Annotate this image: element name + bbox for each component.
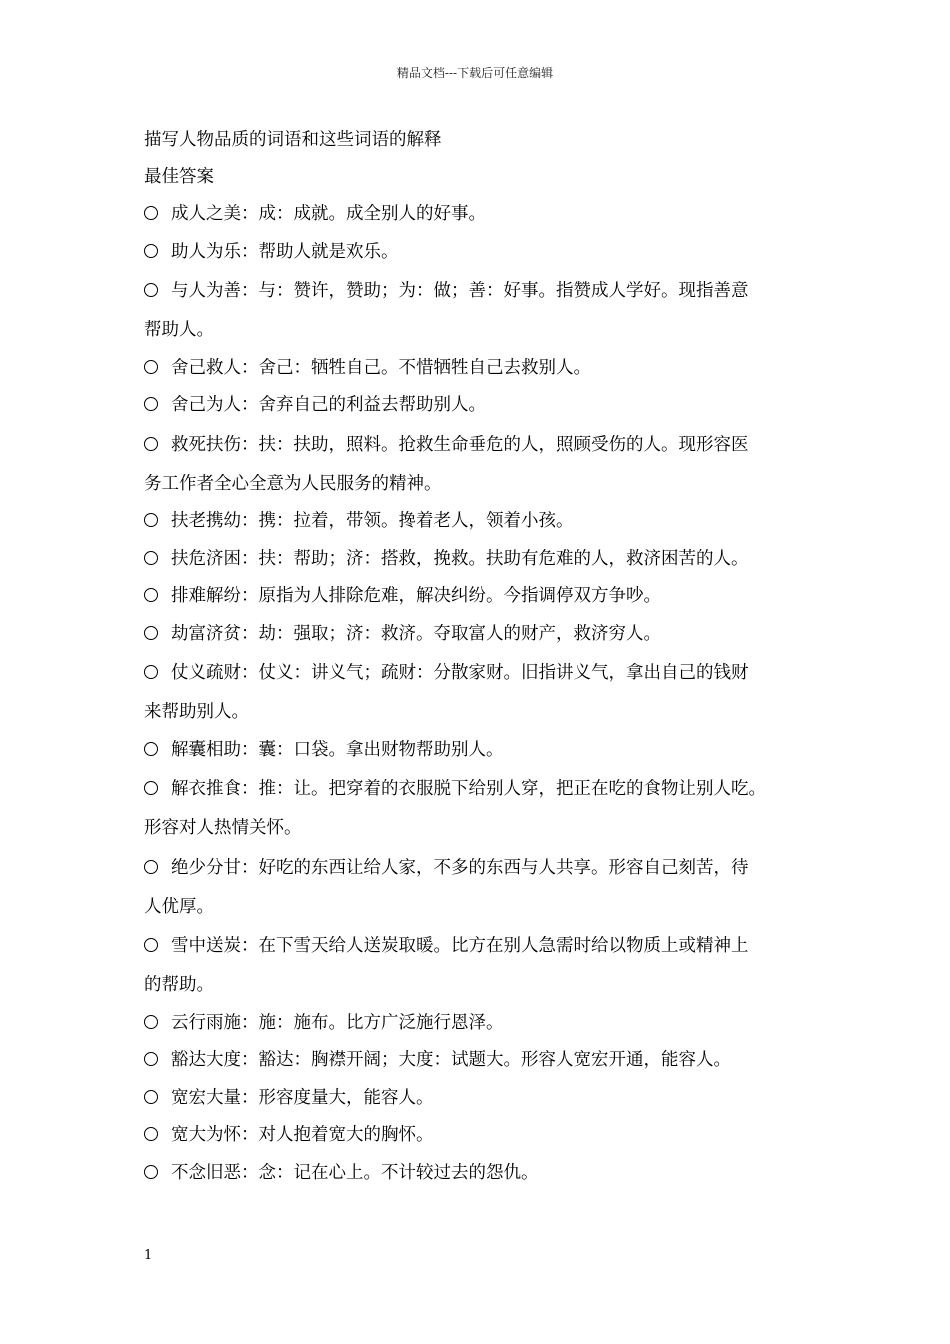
entry-text: 舍己救人：舍己：牺牲自己。不惜牺牲自己去救别人。 <box>171 357 591 378</box>
circle-bullet-icon <box>144 938 158 952</box>
list-item <box>144 271 834 350</box>
circle-bullet-icon <box>144 1127 158 1141</box>
entry-continuation <box>144 466 834 504</box>
list-item <box>144 926 834 1005</box>
entry-continuation <box>144 889 834 927</box>
entry-line <box>144 503 834 541</box>
circle-bullet-icon <box>144 1090 158 1104</box>
entry-line <box>144 350 834 388</box>
list-item <box>144 1080 834 1118</box>
entry-continuation <box>144 694 834 732</box>
circle-bullet-icon <box>144 437 158 451</box>
entry-text: 宽大为怀：对人抱着宽大的胸怀。 <box>171 1125 434 1145</box>
entry-line <box>144 1117 834 1155</box>
entry-line <box>144 578 834 616</box>
list-item <box>144 1117 834 1155</box>
entry-line <box>144 196 834 234</box>
entry-text: 解囊相助：囊：口袋。拿出财物帮助别人。 <box>171 739 504 760</box>
list-item <box>144 616 834 654</box>
circle-bullet-icon <box>144 206 158 220</box>
list-item <box>144 1005 834 1043</box>
list-item <box>144 578 834 616</box>
list-item <box>144 350 834 388</box>
circle-bullet-icon <box>144 1015 158 1029</box>
entry-text: 舍己为人：舍弃自己的利益去帮助别人。 <box>171 395 486 415</box>
list-item <box>144 1042 834 1080</box>
circle-bullet-icon <box>144 360 158 374</box>
entry-continuation <box>144 312 834 350</box>
entry-text: 扶危济困：扶：帮助；济：搭救，挽救。扶助有危难的人，救济困苦的人。 <box>171 548 749 569</box>
entry-text: 救死扶伤：扶：扶助，照料。抢救生命垂危的人，照顾受伤的人。现形容医 <box>171 434 749 455</box>
entry-text: 扶老携幼：携：拉着，带领。搀着老人，领着小孩。 <box>171 511 574 531</box>
list-item <box>144 387 834 425</box>
circle-bullet-icon <box>144 742 158 756</box>
entry-text: 人优厚。 <box>144 896 214 917</box>
entry-text: 云行雨施：施：施布。比方广泛施行恩泽。 <box>171 1012 504 1033</box>
entry-line <box>144 848 834 889</box>
circle-bullet-icon <box>144 397 158 411</box>
entry-text: 宽宏大量：形容度量大，能容人。 <box>171 1087 434 1108</box>
entry-line <box>144 732 834 770</box>
entry-line <box>144 769 834 810</box>
circle-bullet-icon <box>144 626 158 640</box>
list-item <box>144 653 834 732</box>
entry-text: 务工作者全心全意为人民服务的精神。 <box>144 473 442 494</box>
circle-bullet-icon <box>144 513 158 527</box>
circle-bullet-icon <box>144 283 158 297</box>
entry-text: 豁达大度：豁达：胸襟开阔；大度：试题大。形容人宽宏开通，能容人。 <box>171 1050 731 1070</box>
entry-text: 仗义疏财：仗义：讲义气；疏财：分散家财。旧指讲义气，拿出自己的钱财 <box>171 663 749 683</box>
entry-text: 不念旧恶：念：记在心上。不计较过去的怨仇。 <box>171 1162 539 1183</box>
circle-bullet-icon <box>144 244 158 258</box>
entry-text: 雪中送炭：在下雪天给人送炭取暖。比方在别人急需时给以物质上或精神上 <box>171 936 749 956</box>
list-item <box>144 425 834 504</box>
page-header: 精品文档---下载后可任意编辑 <box>396 66 554 80</box>
entry-text: 形容对人热情关怀。 <box>144 818 302 838</box>
circle-bullet-icon <box>144 551 158 565</box>
entry-continuation <box>144 810 834 848</box>
entry-line <box>144 926 834 967</box>
circle-bullet-icon <box>144 1052 158 1066</box>
circle-bullet-icon <box>144 860 158 874</box>
entry-text: 成人之美：成：成就。成全别人的好事。 <box>171 204 486 224</box>
entry-text: 排难解纷：原指为人排除危难，解决纠纷。今指调停双方争吵。 <box>171 586 661 606</box>
document-title: 描写人物品质的词语和这些词语的解释 <box>144 130 442 150</box>
entry-line <box>144 271 834 312</box>
entry-line <box>144 1080 834 1118</box>
entry-line <box>144 616 834 654</box>
list-item <box>144 769 834 848</box>
entry-text: 劫富济贫：劫：强取；济：救济。夺取富人的财产，救济穷人。 <box>171 623 661 644</box>
entry-text: 帮助人。 <box>144 320 214 340</box>
entry-continuation <box>144 967 834 1005</box>
entry-line <box>144 1155 834 1193</box>
list-item <box>144 732 834 770</box>
list-item <box>144 503 834 541</box>
entry-text: 绝少分甘：好吃的东西让给人家，不多的东西与人共享。形容自己刻苦，待 <box>171 857 749 878</box>
answer-heading: 最佳答案 <box>144 167 214 187</box>
list-item <box>144 541 834 579</box>
entry-line <box>144 234 834 272</box>
circle-bullet-icon <box>144 588 158 602</box>
page-number: 1 <box>144 1248 153 1263</box>
list-item <box>144 196 834 234</box>
list-item <box>144 234 834 272</box>
list-item <box>144 848 834 927</box>
entry-line <box>144 425 834 466</box>
document-body <box>144 122 834 1192</box>
circle-bullet-icon <box>144 665 158 679</box>
circle-bullet-icon <box>144 1165 158 1179</box>
entry-text: 来帮助别人。 <box>144 702 249 722</box>
entry-line <box>144 653 834 694</box>
entry-text: 解衣推食：推：让。把穿着的衣服脱下给别人穿，把正在吃的食物让别人吃。 <box>171 779 766 799</box>
circle-bullet-icon <box>144 781 158 795</box>
entry-text: 助人为乐：帮助人就是欢乐。 <box>171 241 399 262</box>
entry-line <box>144 1042 834 1080</box>
entry-text: 与人为善：与：赞许，赞助；为：做；善：好事。指赞成人学好。现指善意 <box>171 281 749 301</box>
entry-text: 的帮助。 <box>144 975 214 995</box>
entry-line <box>144 1005 834 1043</box>
list-item <box>144 1155 834 1193</box>
idiom-list <box>144 196 834 1192</box>
entry-line <box>144 387 834 425</box>
entry-line <box>144 541 834 579</box>
